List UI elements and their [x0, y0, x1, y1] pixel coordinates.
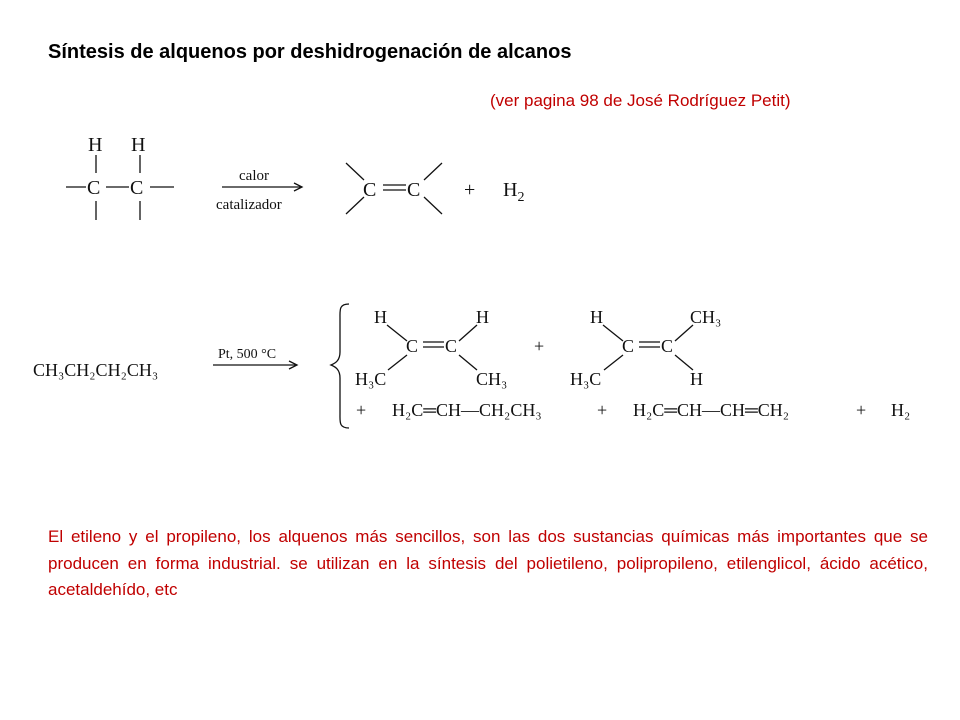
slide-title: Síntesis de alquenos por deshidrogenación de alcanos: [48, 41, 572, 63]
butane-formula: CH₃CH₂CH₂CH₃: [33, 360, 159, 380]
cis-h-right: H: [476, 307, 489, 327]
product-c-left: C: [363, 179, 377, 201]
product-butadiene: H₂C═CH—CH═CH₂: [633, 400, 790, 420]
trans-bond-ur: [675, 325, 693, 341]
product-1-butene: H₂C═CH—CH₂CH₃: [392, 400, 542, 420]
hydrogen-subscript: 2: [517, 190, 525, 205]
reactant-c-left: C: [87, 177, 101, 199]
trans-h-right: H: [690, 369, 703, 389]
cis-bond-ur: [459, 325, 477, 341]
cis-h-left: H: [374, 307, 387, 327]
trans-bond-lr: [675, 355, 693, 370]
reference-note: (ver pagina 98 de José Rodríguez Petit): [490, 91, 791, 110]
cis-ch3: CH₃: [476, 369, 508, 389]
trans-ch3-right: CH₃: [690, 307, 722, 327]
body-paragraph: El etileno y el propileno, los alquenos más sencillos, son las dos sustancias químicas más importantes que se producen en forma industrial. se utilizan en la síntesis del polietileno, polipropileno, etilenglicol, ácido acético, acetaldehído, etc: [48, 527, 928, 599]
product-c-right: C: [407, 179, 421, 201]
condition-catalyst: catalizador: [216, 197, 282, 213]
plus-sign-2: +: [534, 336, 545, 356]
plus-sign-5: +: [856, 400, 867, 420]
condition-pt-temp: Pt, 500 °C: [218, 347, 277, 362]
reactant-c-right: C: [130, 177, 144, 199]
hydrogen-symbol: H: [503, 179, 518, 201]
cis-bond-ul: [387, 325, 407, 341]
hydrogen-byproduct-2: H₂: [891, 400, 911, 420]
cis-c-left: C: [406, 336, 419, 356]
trans-c-right: C: [661, 336, 674, 356]
trans-bond-ll: [604, 355, 623, 370]
reactant-h-right: H: [131, 134, 146, 156]
cis-c-right: C: [445, 336, 458, 356]
trans-h-left: H: [590, 307, 603, 327]
trans-bond-ul: [603, 325, 623, 341]
cis-bond-lr: [459, 355, 477, 370]
cis-bond-ll: [388, 355, 407, 370]
trans-h3c: H₃C: [570, 369, 602, 389]
reactant-h-left: H: [88, 134, 103, 156]
product-brace: [331, 304, 349, 428]
condition-heat: calor: [239, 168, 269, 184]
trans-c-left: C: [622, 336, 635, 356]
plus-sign-3: +: [356, 400, 367, 420]
plus-sign-4: +: [597, 400, 608, 420]
cis-h3c: H₃C: [355, 369, 387, 389]
plus-sign-1: +: [464, 179, 476, 201]
